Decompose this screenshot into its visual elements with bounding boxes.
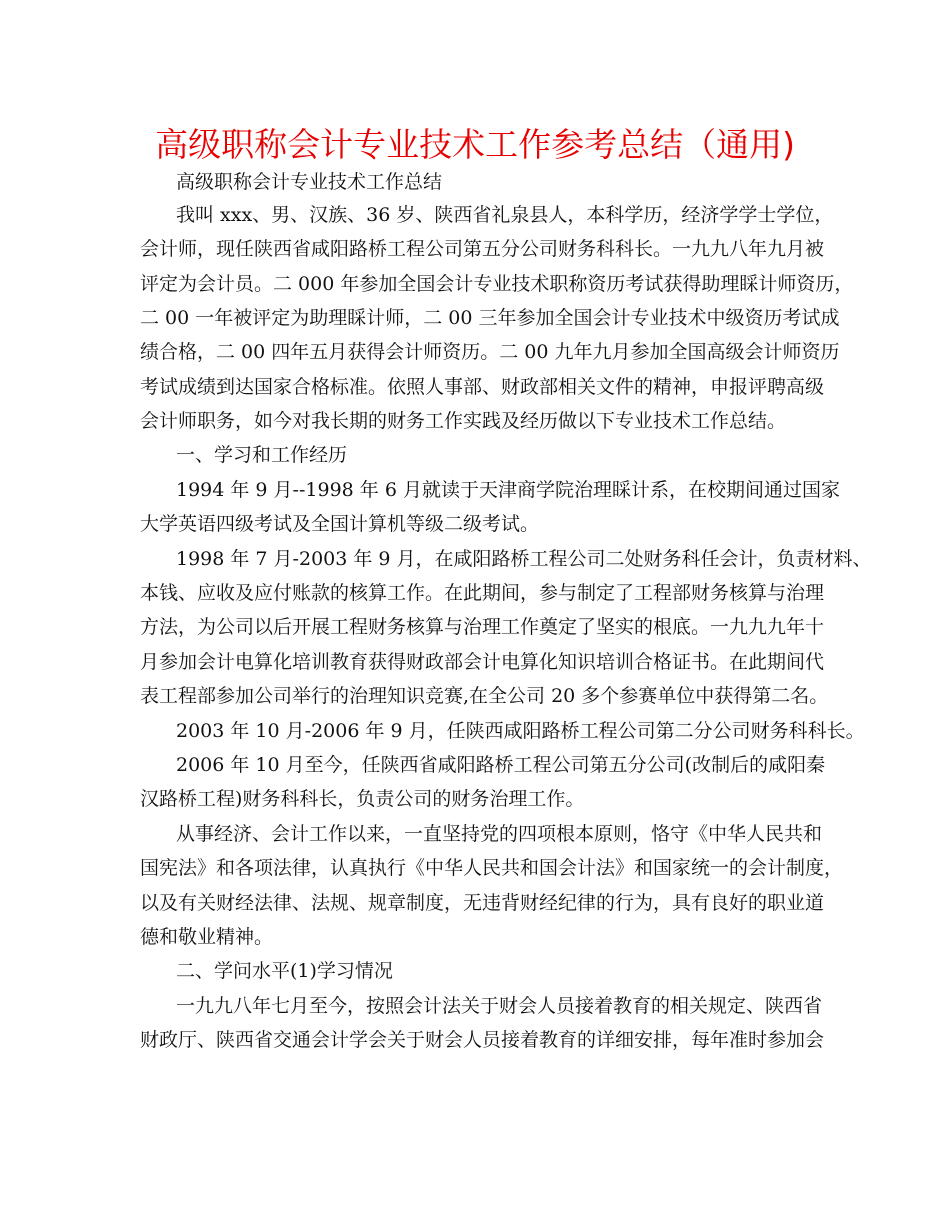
paragraph-line: 以及有关财经法律、法规、规章制度，无违背财经纪律的行为，具有良好的职业道 <box>140 892 825 914</box>
paragraph-line: 会计师职务，如今对我长期的财务工作实践及经历做以下专业技术工作总结。 <box>140 410 787 432</box>
paragraph-line: 汉路桥工程)财务科科长，负责公司的财务治理工作。 <box>140 788 585 810</box>
paragraph-line: 二 00 一年被评定为助理睬计师，二 00 三年参加全国会计专业技术中级资历考试成 <box>140 307 840 329</box>
paragraph-line: 2003 年 10 月-2006 年 9 月，任陕西咸阳路桥工程公司第二分公司财务科科长。 <box>176 720 865 742</box>
paragraph-line: 表工程部参加公司举行的治理知识竞赛,在全公司 20 多个参赛单位中获得第二名。 <box>140 685 829 707</box>
paragraph-line: 财政厅、陕西省交通会计学会关于财会人员接着教育的详细安排，每年准时参加会 <box>140 1029 825 1051</box>
paragraph-line: 本钱、应收及应付账款的核算工作。在此期间，参与制定了工程部财务核算与治理 <box>140 582 825 604</box>
paragraph-line: 月参加会计电算化培训教育获得财政部会计电算化知识培训合格证书。在此期间代 <box>140 651 825 673</box>
paragraph-line: 国宪法》和各项法律，认真执行《中华人民共和国会计法》和国家统一的会计制度， <box>140 857 844 879</box>
paragraph-line: 德和敬业精神。 <box>140 926 274 948</box>
paragraph-line: 从事经济、会计工作以来，一直坚持党的四项根本原则，恪守《中华人民共和 <box>176 823 823 845</box>
paragraph-line: 2006 年 10 月至今，任陕西省咸阳路桥工程公司第五分公司(改制后的咸阳秦 <box>176 754 826 776</box>
paragraph-line: 1994 年 9 月--1998 年 6 月就读于天津商学院治理睬计系，在校期间通过国家 <box>176 479 840 501</box>
paragraph-line: 大学英语四级考试及全国计算机等级二级考试。 <box>140 513 540 535</box>
section-heading: 二、学问水平(1)学习情况 <box>176 960 393 982</box>
document-title: 高级职称会计专业技术工作参考总结（通用) <box>155 125 795 164</box>
paragraph-line: 考试成绩到达国家合格标准。依照人事部、财政部相关文件的精神，申报评聘高级 <box>140 376 825 398</box>
paragraph-line: 会计师，现任陕西省咸阳路桥工程公司第五分公司财务科科长。一九九八年九月被 <box>140 238 825 260</box>
paragraph-line: 一九九八年七月至今，按照会计法关于财会人员接着教育的相关规定、陕西省 <box>176 995 823 1017</box>
paragraph-line: 1998 年 7 月-2003 年 9 月，在咸阳路桥工程公司二处财务科任会计，负责材料、 <box>176 548 872 570</box>
paragraph-line: 我叫 xxx、男、汉族、36 岁、陕西省礼泉县人，本科学历，经济学学士学位， <box>176 204 834 226</box>
subtitle-line: 高级职称会计专业技术工作总结 <box>176 171 443 193</box>
paragraph-line: 绩合格，二 00 四年五月获得会计师资历。二 00 九年九月参加全国高级会计师资历 <box>140 341 840 363</box>
paragraph-line: 方法，为公司以后开展工程财务核算与治理工作奠定了坚实的根底。一九九九年十 <box>140 616 825 638</box>
section-heading: 一、学习和工作经历 <box>176 444 348 466</box>
paragraph-line: 评定为会计员。二 000 年参加全国会计专业技术职称资历考试获得助理睬计师资历， <box>140 273 854 295</box>
